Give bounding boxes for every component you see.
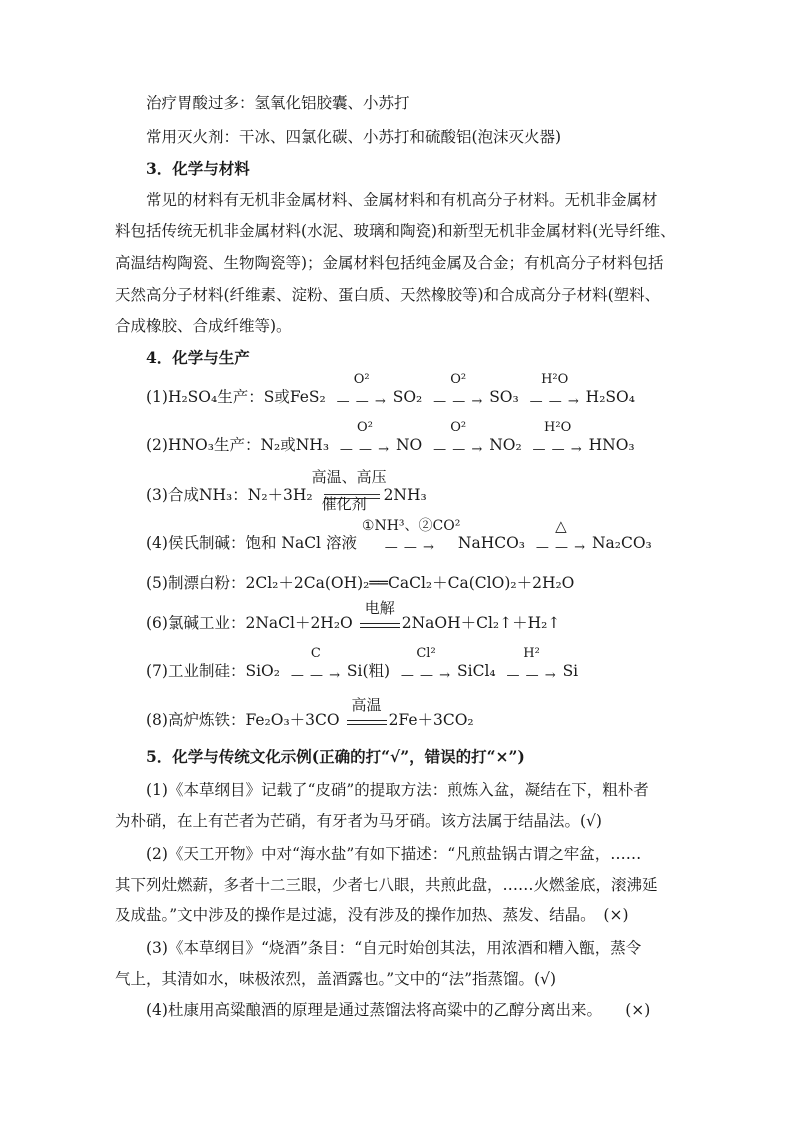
reaction-arrow: Cl² — — → [400, 646, 452, 683]
paragraph-line: 天然高分子材料(纤维素、淀粉、蛋白质、天然橡胶等)和合成高分子材料(塑料、 [115, 286, 661, 304]
question-line: (2)《天工开物》中对“海水盐”有如下描述：“凡煎盐锅古谓之牢盆，…… [146, 845, 642, 863]
reaction-arrow: O² — — → [336, 372, 387, 409]
section-heading: 5．化学与传统文化示例(正确的打“√”，错误的打“×”) [146, 747, 525, 766]
reaction-iron: (8)高炉炼铁：Fe₂O₃＋3CO 高温 2Fe＋3CO₂ [146, 709, 474, 732]
reaction-arrow: O² — — → [339, 420, 391, 457]
reaction-arrow: H²O — — → [532, 420, 583, 457]
reaction-nh3: (3)合成NH₃：N₂＋3H₂ 高温、高压 催化剂 2NH₃ [146, 468, 427, 513]
equation-condition: 电解 [358, 613, 402, 635]
reaction-h2so4: (1)H₂SO₄生产：S或FeS₂ O² — — → SO₂ O² — — → SO₃ H²O — — → H₂SO₄ [146, 372, 635, 409]
paragraph-line: 常见的材料有无机非金属材料、金属材料和有机高分子材料。无机非金属材 [146, 191, 658, 209]
reaction-arrow: ①NH³、②CO² — — → [361, 518, 461, 555]
question-line: 气上，其清如水，味极浓烈，盖酒露也。”文中的“法”指蒸馏。(√) [115, 970, 556, 988]
reaction-arrow: H² — — → [506, 646, 557, 683]
reaction-arrow: H²O — — → [529, 372, 580, 409]
question-line: 及成盐。”文中涉及的操作是过滤，没有涉及的操作加热、蒸发、结晶。 (×) [115, 906, 629, 924]
section-heading: 3．化学与材料 [146, 159, 250, 178]
reaction-arrow: C — — → [290, 646, 341, 683]
question-line: (3)《本草纲目》“烧酒”条目：“自元时始创其法，用浓酒和糟入甑，蒸令 [146, 939, 642, 957]
reaction-bleach: (5)制漂白粉：2Cl₂＋2Ca(OH)₂══CaCl₂＋Ca(ClO)₂＋2H₂O [146, 574, 575, 592]
text-line: 常用灭火剂：干冰、四氯化碳、小苏打和硫酸铝(泡沫灭火器) [146, 128, 562, 146]
section-heading: 4．化学与生产 [146, 348, 250, 367]
paragraph-line: 高温结构陶瓷、生物陶瓷等)；金属材料包括纯金属及合金；有机高分子材料包括 [115, 254, 664, 272]
reaction-arrow: O² — — → [433, 420, 484, 457]
reaction-chloralkali: (6)氯碱工业：2NaCl＋2H₂O 电解 2NaOH＋Cl₂↑＋H₂↑ [146, 612, 560, 635]
question-line: 为朴硝，在上有芒者为芒硝，有牙者为马牙硝。该方法属于结晶法。(√) [115, 812, 602, 830]
question-line: 其下列灶燃薪，多者十二三眼，少者七八眼，共煎此盘，……火燃釜底，滚沸延 [115, 876, 658, 894]
reaction-arrow: △ — — → [535, 517, 587, 555]
equation-condition: 高温 [345, 710, 389, 732]
paragraph-line: 合成橡胶、合成纤维等)。 [115, 317, 292, 335]
reaction-silicon: (7)工业制硅：SiO₂ C — — → Si(粗) Cl² — — → SiCl₄ H² — — → Si [146, 646, 579, 683]
question-line: (4)杜康用高粱酿酒的原理是通过蒸馏法将高粱中的乙醇分离出来。 (×) [146, 1001, 651, 1019]
reaction-arrow: O² — — → [433, 372, 484, 409]
reaction-hno3: (2)HNO₃生产：N₂或NH₃ O² — — → NO O² — — → NO₂ H²O — — → HNO₃ [146, 420, 635, 457]
question-line: (1)《本草纲目》记载了“皮硝”的提取方法：煎炼入盆，凝结在下，粗朴者 [146, 781, 649, 799]
reaction-hou: (4)侯氏制碱：饱和 NaCl 溶液 ①NH³、②CO² — — → NaHCO₃ △ — — → Na₂CO₃ [146, 517, 652, 555]
text-line: 治疗胃酸过多：氢氧化铝胶囊、小苏打 [146, 94, 410, 112]
reversible-condition: 高温、高压 催化剂 [311, 468, 387, 513]
paragraph-line: 料包括传统无机非金属材料(水泥、玻璃和陶瓷)和新型无机非金属材料(光导纤维、 [115, 222, 676, 240]
